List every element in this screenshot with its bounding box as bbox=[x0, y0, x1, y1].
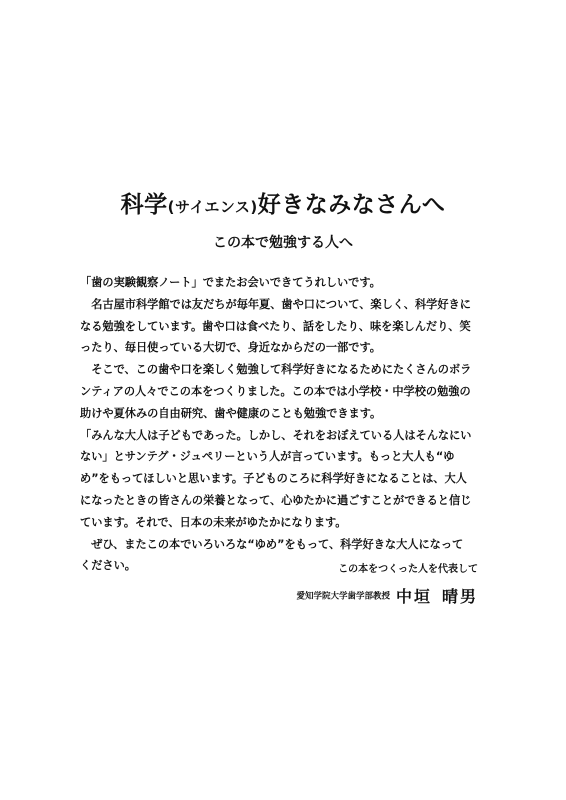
signature-block bbox=[296, 562, 478, 607]
signature-given-name: 晴男 bbox=[441, 586, 478, 606]
paragraph-2: 名古屋市科学館では友だちが毎年夏、歯や口について、楽しく、科学好きになる勉強をしています。歯や口は食べたり、話をしたり、味を楽しんだり、笑ったり、毎日使っている大切で、身近なからだの一部です。 bbox=[80, 297, 471, 355]
signature-intro: この本をつくった人を代表して bbox=[338, 564, 478, 575]
signature-surname: 中垣 bbox=[395, 586, 432, 606]
body-text bbox=[80, 272, 472, 577]
paragraph-4: 「みんな大人は子どもであった。しかし、それをおぼえている人はそんなにいない」とサンテグ・ジュペリーという人が言っています。もっと大人も“ゆめ”をもってほしいと思います。子どものころに科学好きになることは、大人になったときの皆さんの栄養となって、心ゆたかに過ごすことができると信じています。それで、日本の未来がゆたかになります。 bbox=[80, 428, 472, 529]
paragraph-1: 「歯の実験観察ノート」でまたお会いできてうれしいです。 bbox=[80, 276, 381, 289]
title-part-lovers: 好きなみなさんへ bbox=[257, 192, 446, 218]
signature-affiliation: 愛知学院大学歯学部教授 bbox=[296, 591, 390, 602]
paragraph-5: ぜひ、またこの本でいろいろな“ゆめ”をもって、科学好きな大人になってください。 bbox=[80, 537, 464, 573]
paragraph-3: そこで、この歯や口を楽しく勉強して科学好きになるためにたくさんのボランティアの人々でこの本をつくりました。この本では小学校・中学校の勉強の助けや夏休みの自由研究、歯や健康のことも勉強できます。 bbox=[80, 363, 472, 420]
signature-line bbox=[296, 586, 478, 607]
title-part-science: 科学 bbox=[120, 192, 168, 218]
title-part-science-katakana: (サイエンス) bbox=[167, 198, 258, 216]
signature-name bbox=[396, 587, 478, 606]
page-title bbox=[40, 188, 526, 224]
page-subtitle: この本で勉強する人へ bbox=[213, 235, 353, 251]
